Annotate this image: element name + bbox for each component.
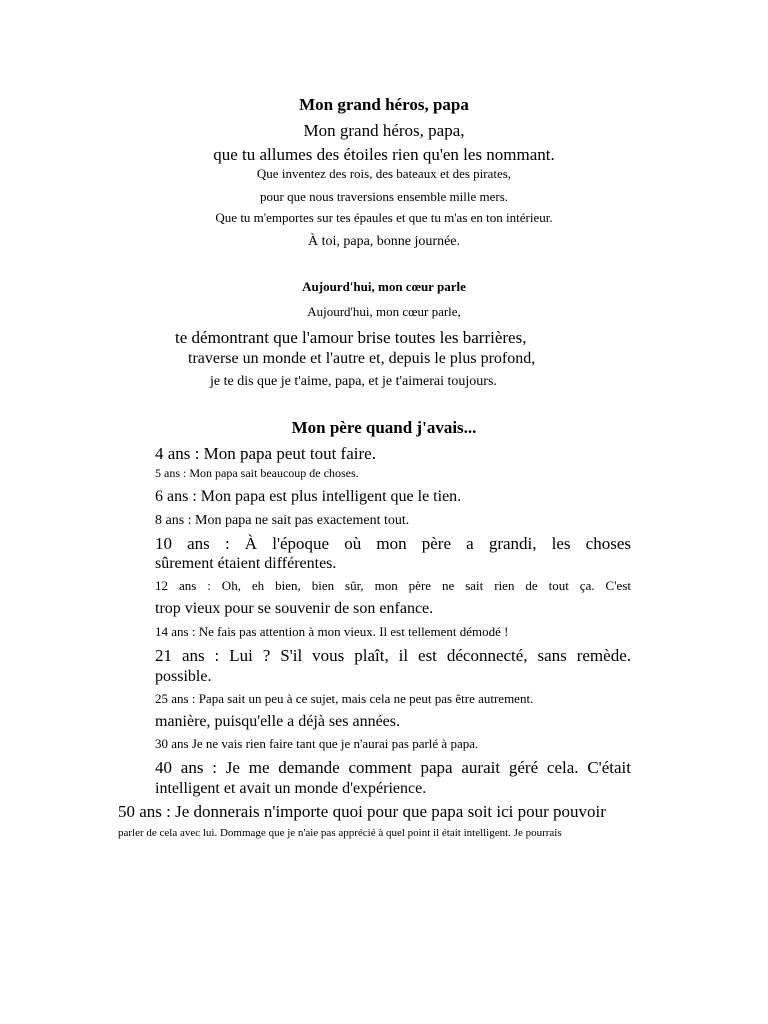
age-line: 5 ans : Mon papa sait beaucoup de choses. xyxy=(155,466,359,480)
poem1-line: pour que nous traversions ensemble mille mers. xyxy=(259,189,509,204)
age-line: possible. xyxy=(155,668,212,685)
age-line: 40 ans : Je me demande comment papa aurait géré cela. C'était xyxy=(155,758,631,777)
poem1-line: Que inventez des rois, des bateaux et des pirates, xyxy=(256,166,512,181)
age-line: 21 ans : Lui ? S'il vous plaît, il est déconnecté, sans remède. xyxy=(155,646,631,665)
age-line: 10 ans : À l'époque où mon père a grandi, les choses xyxy=(155,534,631,553)
age-line: manière, puisqu'elle a déjà ses années. xyxy=(155,713,401,730)
poem1-line: Mon grand héros, papa, xyxy=(303,121,465,140)
poem2-line: je te dis que je t'aime, papa, et je t'aimerai toujours. xyxy=(210,374,497,389)
poem2-line: Aujourd'hui, mon cœur parle, xyxy=(307,304,461,319)
age-line: parler de cela avec lui. Dommage que je n'aie pas apprécié à quel point il était intelligent. Je pourrais xyxy=(118,827,562,839)
age-line: 30 ans Je ne vais rien faire tant que je n'aurai pas parlé à papa. xyxy=(155,736,479,751)
poem1-line: que tu allumes des étoiles rien qu'en les nommant. xyxy=(213,145,555,164)
age-line: 12 ans : Oh, eh bien, bien sûr, mon père ne sait rien de tout ça. C'est xyxy=(155,578,631,593)
poem1-line: Que tu m'emportes sur tes épaules et que tu m'as en ton intérieur. xyxy=(215,210,553,225)
section3-title: Mon père quand j'avais... xyxy=(291,418,477,437)
poem2-line: te démontrant que l'amour brise toutes les barrières, xyxy=(175,328,527,347)
age-line: trop vieux pour se souvenir de son enfance. xyxy=(155,600,434,617)
age-line: intelligent et avait un monde d'expérience. xyxy=(155,780,427,797)
age-line: 25 ans : Papa sait un peu à ce sujet, mais cela ne peut pas être autrement. xyxy=(155,691,534,706)
age-line: 4 ans : Mon papa peut tout faire. xyxy=(155,444,376,463)
poem1-title: Mon grand héros, papa xyxy=(299,95,469,114)
age-line: 8 ans : Mon papa ne sait pas exactement tout. xyxy=(155,513,410,528)
poem2-title: Aujourd'hui, mon cœur parle xyxy=(302,279,466,294)
age-line: 50 ans : Je donnerais n'importe quoi pour que papa soit ici pour pouvoir xyxy=(118,802,606,821)
poem2-line: traverse un monde et l'autre et, depuis le plus profond, xyxy=(188,350,536,367)
age-line: 14 ans : Ne fais pas attention à mon vieux. Il est tellement démodé ! xyxy=(155,624,509,639)
poem1-line: À toi, papa, bonne journée. xyxy=(307,234,460,249)
age-line: 6 ans : Mon papa est plus intelligent que le tien. xyxy=(155,488,462,505)
age-line: sûrement étaient différentes. xyxy=(155,555,337,572)
